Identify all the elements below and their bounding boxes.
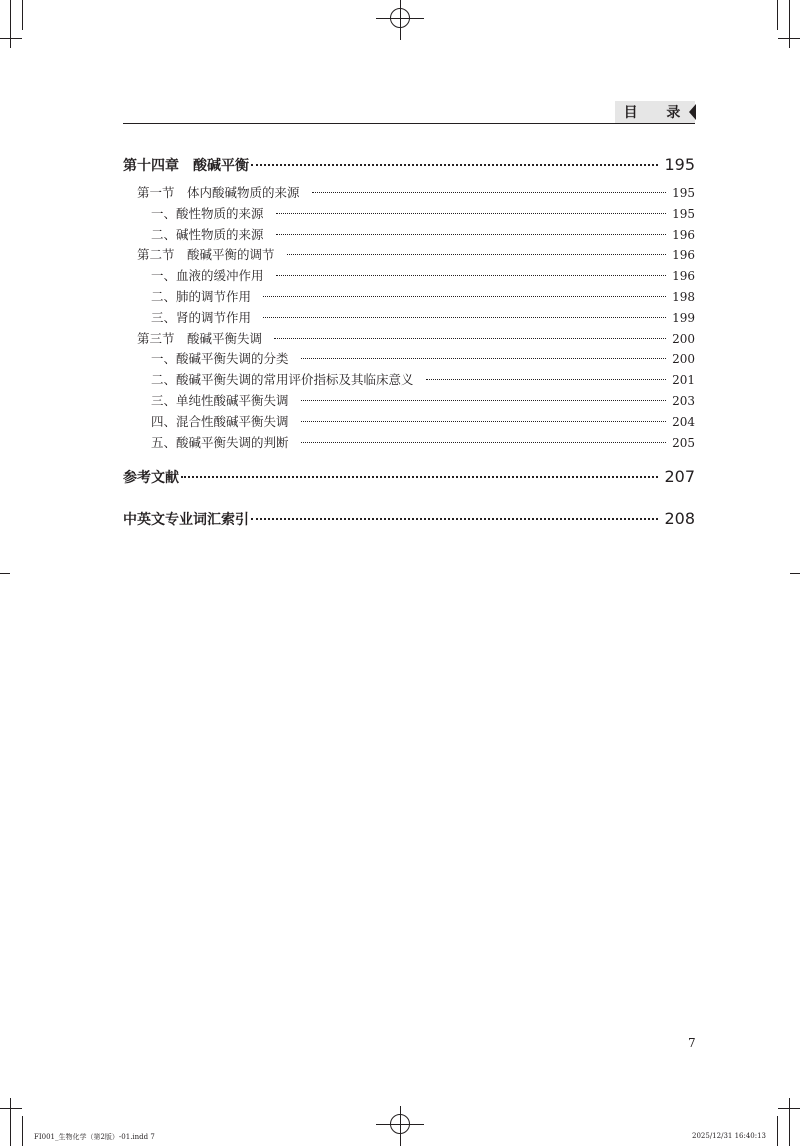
registration-mark-icon: [390, 0, 410, 40]
toc-item-entry[interactable]: [123, 412, 695, 433]
crop-mark-icon: [777, 1116, 778, 1146]
crop-mark-icon: [10, 1098, 11, 1146]
dot-leader: [276, 234, 667, 235]
toc-label: 二、肺的调节作用: [151, 288, 252, 304]
dot-leader: [263, 296, 666, 297]
header-title: 目 录: [623, 105, 693, 121]
toc-item-entry[interactable]: [123, 433, 695, 454]
toc-label: 二、碱性物质的来源: [151, 226, 264, 242]
toc-label: 第三节 酸碱平衡失调: [137, 330, 263, 346]
toc-item-entry[interactable]: [123, 370, 695, 391]
registration-mark-icon: [390, 1106, 410, 1146]
crop-mark-icon: [22, 1116, 23, 1146]
toc-label: 第一节 体内酸碱物质的来源: [137, 185, 300, 200]
crop-mark-icon: [0, 38, 22, 39]
spacer: [123, 453, 695, 467]
toc-page: 195: [672, 186, 695, 200]
dot-leader: [276, 275, 667, 276]
toc-label: 一、酸性物质的来源: [151, 205, 264, 221]
toc-label: 三、单纯性酸碱平衡失调: [151, 392, 289, 408]
crop-mark-icon: [777, 0, 778, 30]
toc-page: 196: [672, 269, 695, 284]
crop-mark-icon: [0, 1108, 22, 1109]
toc-page: 195: [664, 155, 695, 174]
crop-mark-icon: [10, 0, 11, 48]
toc-page: 199: [672, 310, 695, 325]
spacer: [123, 495, 695, 509]
toc-label: 第二节 酸碱平衡的调节: [137, 247, 275, 263]
toc-page: 198: [672, 289, 695, 304]
dot-leader: [276, 213, 667, 214]
toc-label: 参考文献: [123, 470, 179, 487]
toc-section-entry[interactable]: [123, 183, 695, 204]
dot-leader: [301, 421, 667, 422]
toc-page: 200: [672, 331, 695, 346]
toc-page: 201: [672, 373, 695, 388]
crop-mark-icon: [789, 0, 790, 48]
toc-glossary-entry[interactable]: [123, 509, 695, 537]
toc-item-entry[interactable]: [123, 204, 695, 225]
toc-page: 195: [672, 206, 695, 221]
dot-leader: [312, 192, 667, 193]
print-slug-timestamp: 2025/12/31 16:40:13: [692, 1132, 767, 1140]
toc-page: 196: [672, 227, 695, 242]
toc-chapter-entry[interactable]: [123, 155, 695, 183]
toc-label: 一、血液的缓冲作用: [151, 268, 264, 284]
table-of-contents: [123, 155, 695, 537]
dot-leader: [181, 476, 658, 478]
toc-label: 中英文专业词汇索引: [123, 512, 249, 529]
toc-label: 一、酸碱平衡失调的分类: [151, 351, 289, 367]
header-arrow-icon: [689, 104, 696, 120]
toc-label: 第十四章 酸碱平衡: [123, 158, 249, 174]
toc-label: 二、酸碱平衡失调的常用评价指标及其临床意义: [151, 372, 414, 388]
crop-mark-icon: [789, 1098, 790, 1146]
dot-leader: [301, 358, 667, 359]
toc-references-entry[interactable]: [123, 467, 695, 495]
toc-item-entry[interactable]: [123, 266, 695, 287]
toc-page: 205: [672, 435, 695, 450]
dot-leader: [251, 518, 658, 520]
toc-item-entry[interactable]: [123, 287, 695, 308]
toc-section-entry[interactable]: [123, 245, 695, 266]
toc-item-entry[interactable]: [123, 391, 695, 412]
dot-leader: [426, 379, 667, 380]
crop-mark-icon: [22, 0, 23, 30]
crop-mark-icon: [790, 573, 800, 574]
toc-page: 208: [664, 509, 695, 529]
dot-leader: [263, 317, 666, 318]
toc-label: 四、混合性酸碱平衡失调: [151, 413, 289, 429]
toc-item-entry[interactable]: [123, 308, 695, 329]
toc-page: 207: [664, 467, 695, 487]
dot-leader: [301, 400, 667, 401]
header-rule: [123, 123, 695, 124]
toc-page: 204: [672, 414, 695, 429]
print-slug-file: FI001_生物化学（第2版）-01.indd 7: [34, 1133, 155, 1141]
toc-item-entry[interactable]: [123, 349, 695, 370]
toc-label: 五、酸碱平衡失调的判断: [151, 434, 289, 450]
crop-mark-icon: [0, 573, 10, 574]
toc-section-entry[interactable]: [123, 329, 695, 350]
running-header: [615, 101, 695, 123]
toc-page: 196: [672, 248, 695, 263]
dot-leader: [301, 442, 667, 443]
dot-leader: [251, 164, 658, 166]
toc-page: 200: [672, 352, 695, 367]
toc-item-entry[interactable]: [123, 225, 695, 246]
page-number: 7: [688, 1036, 696, 1050]
toc-page: 203: [672, 393, 695, 408]
toc-label: 三、肾的调节作用: [151, 309, 252, 325]
dot-leader: [287, 254, 667, 255]
dot-leader: [274, 338, 666, 339]
